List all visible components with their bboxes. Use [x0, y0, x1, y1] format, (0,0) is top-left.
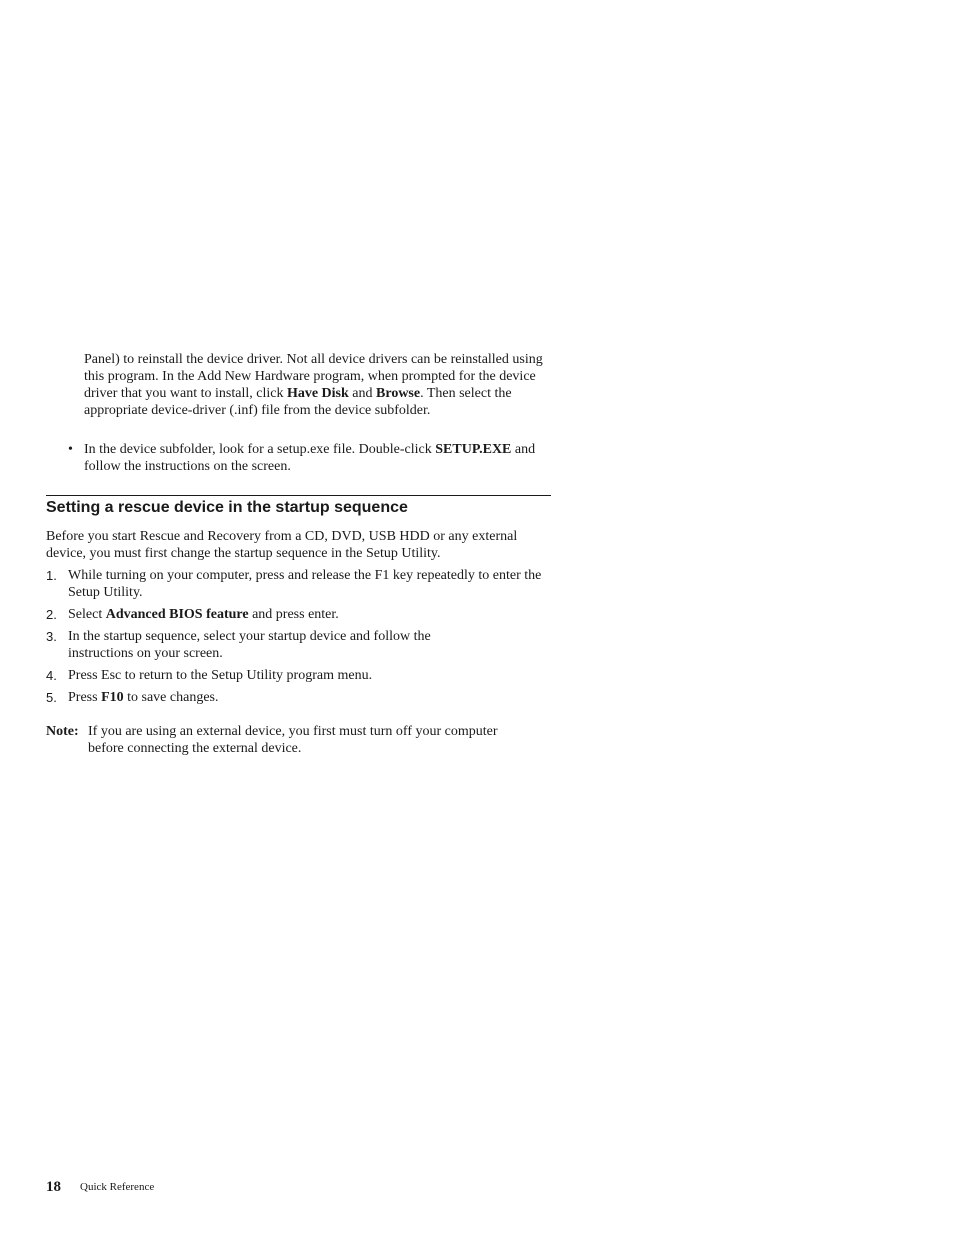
step-text: While turning on your computer, press and release the F1 key repeatedly to enter the Setup Utility. — [68, 568, 542, 600]
step-3 — [68, 628, 498, 662]
bullet-marker: • — [68, 442, 73, 457]
step-4 — [68, 667, 552, 684]
step-number: 3. — [46, 629, 57, 644]
bullet-item — [84, 441, 554, 475]
step-number: 2. — [46, 607, 57, 622]
step-number: 4. — [46, 668, 57, 683]
bullet-text-1: In the device subfolder, look for a setup.exe file. Double-click — [84, 442, 436, 457]
advanced-bios-label: Advanced BIOS feature — [105, 607, 249, 622]
footer-title: Quick Reference — [80, 1181, 155, 1193]
step-2 — [68, 606, 552, 623]
step-text: Press — [68, 690, 102, 705]
note-label: Note: — [46, 724, 79, 739]
step-5 — [68, 689, 552, 706]
step-number: 1. — [46, 568, 57, 583]
browse-label: Browse — [376, 386, 421, 401]
section-heading: Setting a rescue device in the startup sequence — [46, 499, 408, 516]
setup-exe-label: SETUP.EXE — [435, 442, 512, 457]
continued-text-2: and — [348, 386, 377, 401]
step-text: to save changes. — [123, 690, 219, 705]
have-disk-label: Have Disk — [286, 386, 349, 401]
step-text: Select — [68, 607, 106, 622]
bullet-text-2: and follow the instructions on the screen. — [84, 442, 536, 474]
step-text: and press enter. — [248, 607, 339, 622]
step-text: In the startup sequence, select your startup device and follow the instructions on your screen. — [68, 629, 431, 661]
step-number: 5. — [46, 690, 57, 705]
continued-text-3: . Then select the appropriate device-driver (.inf) file from the device subfolder. — [84, 386, 512, 418]
page-number: 18 — [46, 1179, 61, 1195]
step-1 — [68, 567, 552, 601]
section-rule — [46, 495, 551, 496]
continued-paragraph — [84, 351, 554, 419]
f10-label: F10 — [101, 690, 124, 705]
note-text: If you are using an external device, you first must turn off your computer before connecting the external device. — [88, 724, 498, 756]
continued-text-1: Panel) to reinstall the device driver. Not all device drivers can be reinstalled using this program. In the Add New Hardware program, when prompted for the device driver that you want to install, click — [84, 352, 543, 401]
step-text: Press Esc to return to the Setup Utility program menu. — [68, 668, 373, 683]
section-intro: Before you start Rescue and Recovery from a CD, DVD, USB HDD or any external device, you must first change the startup sequence in the Setup Utility. — [46, 529, 518, 561]
